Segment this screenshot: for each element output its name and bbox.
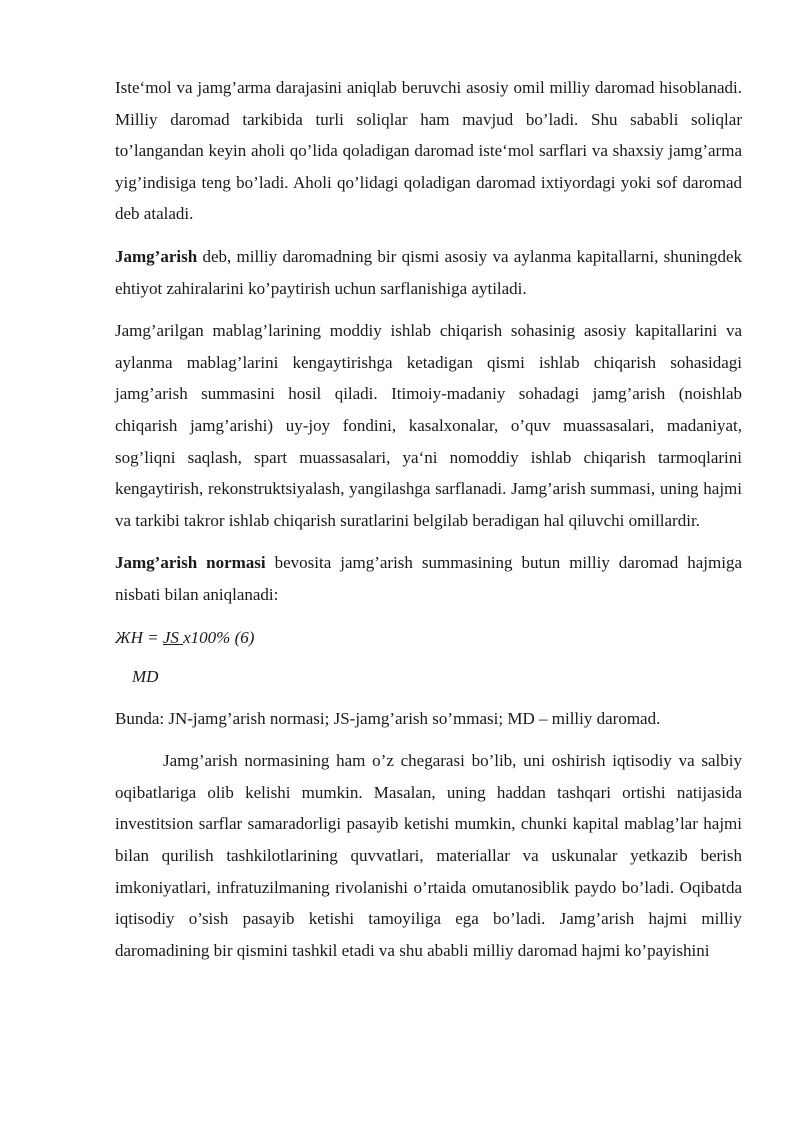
paragraph-accumulation-definition — [115, 241, 742, 304]
formula-lhs: ЖН = — [115, 627, 163, 647]
paragraph-accumulation-norm — [115, 547, 742, 610]
formula-rhs: x100% (6) — [183, 627, 255, 647]
paragraph-accumulated-funds: Jamg’arilgan mablag’larining moddiy ishlab chiqarish sohasinig asosiy kapitallarini va aylanma mablag’larini kengaytirishga ketadigan qismi ishlab chiqarish sohasidagi jamg’arish summasini hosil qiladi. Itimoiy-madaniy sohadagi jamg’arish (noishlab chiqarish jamg’arishi) uy-joy fondini, kasalxonalar, o’quv muassasalari, madaniyat, sog’liqni saqlash, spart muassasalari, ya‘ni nomoddiy ishlab chiqarish tarmoqlarini kengaytirish, rekonstruktsiyalash, yangilashga sarflanadi. Jamg’arish summasi, uning hajmi va tarkibi takror ishlab chiqarish suratlarini belgilab beradigan hal qiluvchi omillardir. — [115, 321, 742, 530]
term-jamgarish-normasi: Jamg’arish normasi — [115, 553, 266, 573]
formula-numerator: JS — [162, 627, 184, 647]
term-jamgarish: Jamg’arish — [115, 246, 198, 266]
paragraph-income-consumption: Iste‘mol va jamg’arma darajasini aniqlab beruvchi asosiy omil milliy daromad hisoblanadi. Milliy daromad tarkibida turli soliqlar ham mavjud bo’ladi. Shu sababli soliqlar to’langandan keyin aholi qo’lida qoladigan daromad iste‘mol sarflari va shaxsiy jamg’arma yig’indisiga teng bo’ladi. Aholi qo’lidagi qoladigan daromad ixtiyordagi yoki sof daromad deb ataladi. — [115, 78, 742, 224]
norm-definition-text: bevosita jamg’arish summasining butun milliy daromad hajmiga nisbati bilan aniqlanadi: — [115, 553, 742, 604]
formula-denominator: MD — [132, 667, 159, 687]
paragraph-legend: Bunda: JN-jamg’arish normasi; JS-jamg’arish so’mmasi; MD – milliy daromad. — [115, 708, 661, 728]
formula-line — [115, 622, 742, 654]
document-page — [115, 72, 742, 977]
paragraph-limits: Jamg’arish normasining ham o’z chegarasi bo’lib, uni oshirish iqtisodiy va salbiy oqibatlariga olib kelishi mumkin. Masalan, uning haddan tashqari ortishi natijasida investitsion sarflar samaradorligi pasayib ketishi mumkin, chunki kapital mablag’lar hajmi bilan qurilish tashkilotlarining quvvatlari, materiallar va uskunalar yetkazib berish imkoniyatlari, infratuzilmaning rivolanishi o’rtaida omutanosiblik paydo bo’ladi. Oqibatda iqtisodiy o’sish pasayib ketishi tamoyiliga ega bo’ladi. Jamg’arish hajmi milliy daromadining bir qismini tashkil etadi va shu ababli milliy daromad hajmi ko’payishini — [115, 751, 742, 960]
definition-text: deb, milliy daromadning bir qismi asosiy va aylanma kapitallarni, shuningdek ehtiyot zahiralarini ko’paytirish uchun sarflanishiga aytiladi. — [115, 246, 742, 298]
